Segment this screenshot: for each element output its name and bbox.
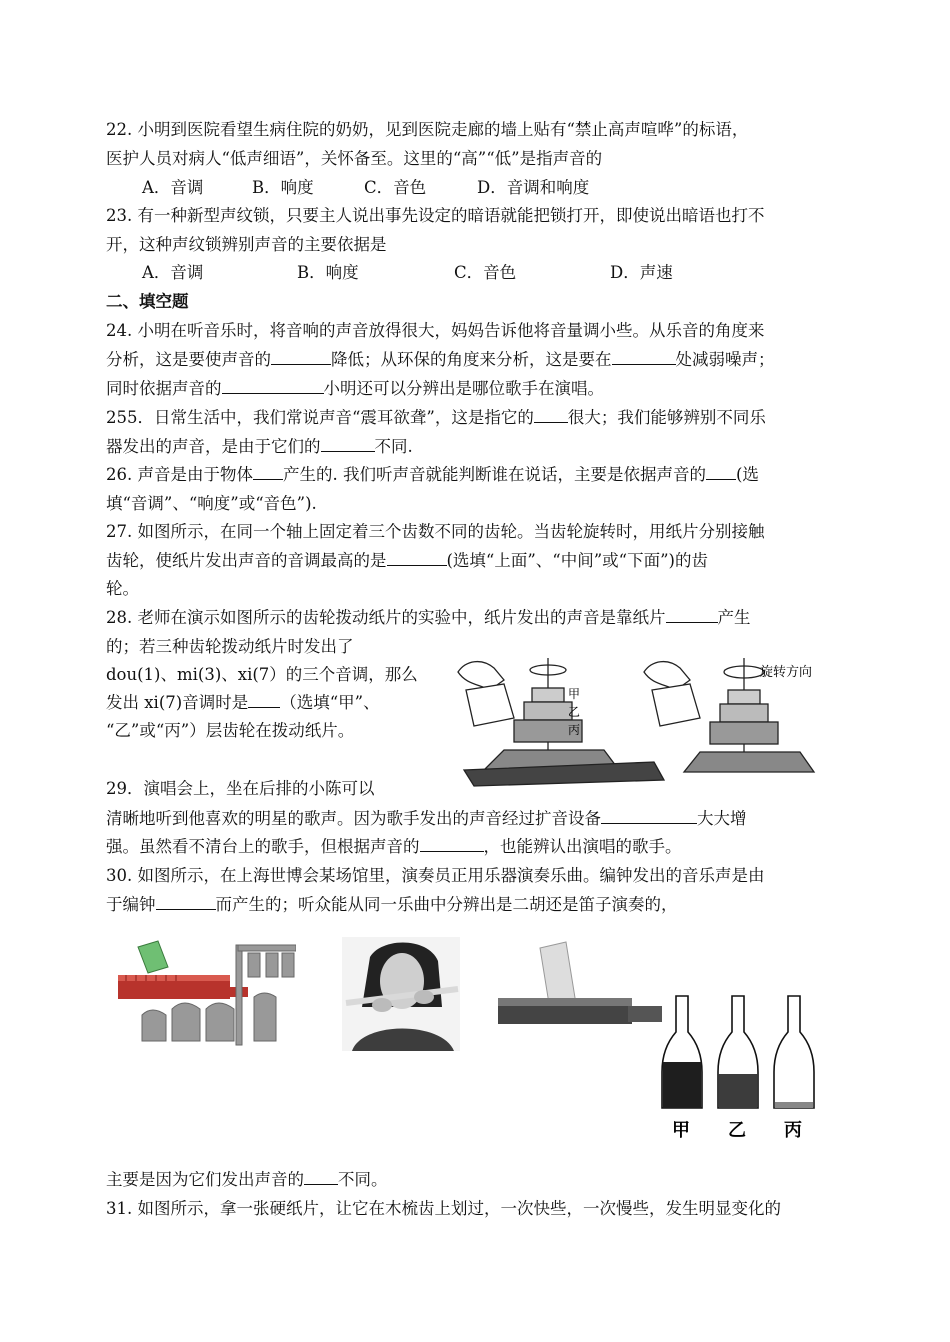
q24-line3 — [106, 378, 604, 400]
q23-option-c: C．音色 — [454, 263, 517, 282]
answer-blank[interactable] — [666, 607, 718, 623]
q24-text-2a: 分析，这是要使声音的 — [106, 350, 271, 369]
q29-text-2a: 清晰地听到他喜欢的明星的歌声。因为歌手发出的声音经过扩音设备 — [106, 809, 601, 828]
q28-text-1a: 28. 老师在演示如图所示的齿轮拨动纸片的实验中，纸片发出的声音是靠纸片 — [106, 608, 666, 627]
q28-line2: 的；若三种齿轮拨动纸片时发出了 — [106, 637, 354, 656]
bottle-bing — [774, 996, 814, 1108]
gear-diagram-left — [458, 658, 664, 786]
q28-text-4a: 发出 xi(7)音调时是 — [106, 693, 249, 712]
q27-text-2a: 齿轮，使纸片发出声音的音调最高的是 — [106, 551, 387, 570]
comb-with-card-figure — [496, 940, 664, 1040]
q28-line4 — [106, 692, 380, 714]
q29-text-3b: ，也能辨认出演唱的歌手。 — [483, 837, 682, 856]
answer-blank[interactable] — [387, 550, 447, 566]
gear-label-jia: 甲 — [568, 687, 581, 701]
bottles-figure — [658, 990, 848, 1142]
q30-text-2b: 而产生的；听众能从同一乐曲中分辨出是二胡还是笛子演奏的， — [215, 895, 678, 914]
q22-line2: 医护人员对病人“低声细语”，关怀备至。这里的“高”“低”是指声音的 — [106, 149, 603, 168]
q26-line2: 填“音调”、“响度”或“音色”). — [106, 494, 317, 513]
water-jia — [663, 1062, 701, 1108]
q30-text-2a: 于编钟 — [106, 895, 156, 914]
answer-blank[interactable] — [304, 1169, 338, 1185]
q24-text-2b: 降低；从环保的角度来分析，这是要在 — [331, 350, 612, 369]
q25-text-1a: 255．日常生活中，我们常说声音“震耳欲聋”，这是指它的 — [106, 408, 534, 427]
q30-line3 — [106, 1169, 388, 1191]
comb-and-chimes-figure — [116, 935, 296, 1050]
q27-line3: 轮。 — [106, 579, 139, 598]
answer-blank[interactable] — [601, 808, 697, 824]
answer-blank[interactable] — [534, 407, 568, 423]
bottle-label-jia: 甲 — [672, 1120, 690, 1141]
q23-line2: 开，这种声纹锁辨别声音的主要依据是 — [106, 235, 387, 254]
bottle-label-bing: 丙 — [784, 1120, 802, 1141]
q31-line1: 31. 如图所示，拿一张硬纸片，让它在木梳齿上划过，一次快些，一次慢些，发生明显变化的 — [106, 1199, 781, 1218]
flute-player-figure — [342, 937, 460, 1051]
q24-text-2c: 处减弱噪声； — [675, 350, 775, 369]
q22-option-b: B．响度 — [252, 178, 314, 197]
q26-text-1c: (选 — [736, 465, 759, 484]
water-bing — [775, 1102, 813, 1108]
q24-text-3b: 小明还可以分辨出是哪位歌手在演唱。 — [323, 379, 604, 398]
q30-text-3a: 主要是因为它们发出声音的 — [106, 1170, 304, 1189]
gear-label-bing: 丙 — [568, 723, 581, 737]
answer-blank[interactable] — [706, 464, 736, 480]
q23-option-b: B．响度 — [297, 263, 359, 282]
q25-line1 — [106, 407, 766, 429]
q29-line1: 29．演唱会上，坐在后排的小陈可以 — [106, 779, 375, 798]
q29-line3 — [106, 836, 682, 858]
q24-line2 — [106, 349, 775, 371]
q29-text-2b: 大大增 — [697, 809, 747, 828]
q24-line1: 24. 小明在听音乐时，将音响的声音放得很大，妈妈告诉他将音量调小些。从乐音的角度来 — [106, 321, 765, 340]
q26-line1 — [106, 464, 759, 486]
q30-line1: 30. 如图所示，在上海世博会某场馆里，演奏员正用乐器演奏乐曲。编钟发出的音乐声是由 — [106, 866, 765, 885]
q22-option-a: A．音调 — [142, 178, 204, 197]
q24-text-3a: 同时依据声音的 — [106, 379, 222, 398]
q25-text-1b: 很大；我们能够辨别不同乐 — [567, 408, 766, 427]
q28-text-1b: 产生 — [717, 608, 751, 627]
q22-line1: 22. 小明到医院看望生病住院的奶奶，见到医院走廊的墙上贴有“禁止高声喧哗”的标语， — [106, 120, 749, 139]
q26-text-1b: 产生的. 我们听声音就能判断谁在说话，主要是依据声音的 — [283, 465, 706, 484]
q28-line1 — [106, 607, 751, 629]
q28-text-4b: （选填“甲”、 — [280, 693, 380, 712]
rotation-direction-label: 旋转方向 — [760, 665, 813, 680]
q22-option-c: C．音色 — [364, 178, 427, 197]
q30-line2 — [106, 894, 678, 916]
answer-blank[interactable] — [612, 349, 676, 365]
q27-text-2b: (选填“上面”、“中间”或“下面”)的齿 — [446, 551, 708, 570]
answer-blank[interactable] — [321, 436, 375, 452]
q23-option-d: D．声速 — [610, 263, 673, 282]
q25-line2 — [106, 436, 413, 458]
q27-line2 — [106, 550, 708, 572]
q27-line1: 27. 如图所示，在同一个轴上固定着三个齿数不同的齿轮。当齿轮旋转时，用纸片分别接触 — [106, 522, 765, 541]
answer-blank[interactable] — [271, 349, 331, 365]
q28-line5: “乙”或“丙”）层齿轮在拨动纸片。 — [106, 721, 355, 740]
q30-text-3b: 不同。 — [338, 1170, 388, 1189]
bottle-label-yi: 乙 — [728, 1120, 746, 1141]
q28-line3: dou(1)、mi(3)、xi(7）的三个音调，那么 — [106, 665, 418, 684]
answer-blank[interactable] — [222, 378, 324, 394]
water-yi — [719, 1074, 757, 1108]
answer-blank[interactable] — [156, 894, 216, 910]
answer-blank[interactable] — [420, 836, 484, 852]
q22-option-d: D．音调和响度 — [477, 178, 590, 197]
q25-text-2a: 器发出的声音，是由于它们的 — [106, 437, 321, 456]
paper-card — [138, 941, 168, 973]
section-heading: 二、填空题 — [106, 292, 189, 311]
q23-line1: 23. 有一种新型声纹锁，只要主人说出事先设定的暗语就能把锁打开，即使说出暗语也打不 — [106, 206, 765, 225]
q29-text-3a: 强。虽然看不清台上的歌手，但根据声音的 — [106, 837, 420, 856]
q29-line2 — [106, 808, 747, 830]
gear-experiment-figure — [444, 650, 844, 790]
q26-text-1a: 26. 声音是由于物体 — [106, 465, 253, 484]
answer-blank[interactable] — [248, 692, 280, 708]
gear-label-yi: 乙 — [568, 705, 581, 719]
q25-text-2b: 不同. — [374, 437, 413, 456]
q23-option-a: A．音调 — [142, 263, 204, 282]
answer-blank[interactable] — [253, 464, 283, 480]
